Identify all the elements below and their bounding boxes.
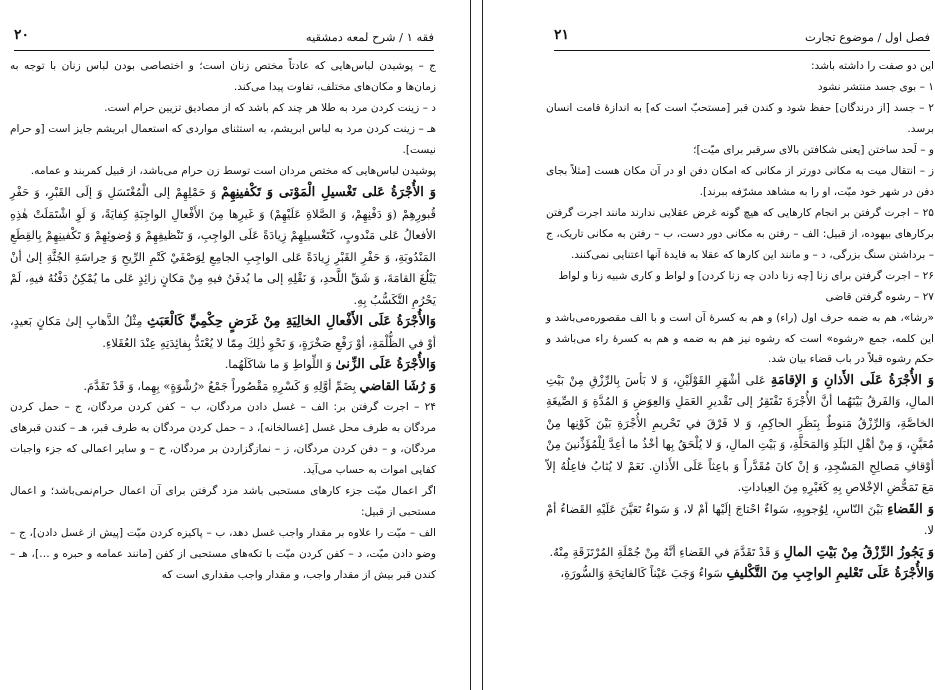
right-body-text bbox=[546, 56, 934, 585]
persian-paragraph: ۲۶ – اجرت گرفتن برای زنا [چه زنا دادن چه زنا کردن] و لواط و کاری شبیه زنا و لواط bbox=[558, 270, 934, 282]
persian-paragraph: ج – پوشیدن لباس‌هایی که عادتاً مختص زنان است؛ و اختصاصی بودن لباس زنان با توجه به زمان‌ها و مکان‌های مختلف، تفاوت پیدا می‌کند. bbox=[10, 60, 436, 93]
persian-paragraph: اگر اعمال میّت جزء کارهای مستحبی باشد مزد گرفتن برای آن اعمال حرام‌نمی‌باشد؛ و اعمال مستحبی از قبیل: bbox=[10, 485, 436, 518]
persian-paragraph: پوشیدن لباس‌هایی که مختص مردان است توسط زن حرام می‌باشد، از قبیل کمربند و عمامه. bbox=[30, 165, 436, 177]
left-running-header bbox=[14, 27, 434, 46]
arabic-lead-phrase: وَالأُجْرَةُ عَلَى الأَفْعالِ الخالِيَةِ مِنْ غَرَضٍ حِكْمِيٍّ كَالْعَبَثِ bbox=[146, 314, 436, 329]
right-page-number: ۲۱ bbox=[554, 27, 570, 43]
arabic-text: عَلى أشْهَرِ القَوْلَيْنِ، وَ لا بَأسَ بِالرِّزْقِ مِنْ بَيْتِ المالِ، وَالفَرقُ بَيْنَهُما أنَّ الأُجْرَةَ تَفْتَقِرُ إلى تَقْديرِ العَمَلِ وَالعِوَضِ وَ المُدَّةِ وَ الصِّيغَةِ الخاصَّةِ، وَالرِّزْقُ مَنوطٌ بِنَظَرِ الحاكِمِ، وَ لا فَرْقَ في تَحْريمِ الأُجْرَةِ بَيْنَ كَوْنِها مِنْ مُعَيَّنٍ، وَ مِنْ أهْلِ البَلَدِ وَالمَحَلَّةِ، وَ بَيْتِ المالِ، وَ لا يُلْحَقُ بِها أخْذُ ما أعِدَّ لِلْمُؤَذِّنينَ مِنْ أوْقافِ مَصالِحِ المَسْجِدِ، وَ إنْ كانَ مُقَدَّراً وَ باعِثاً عَلَى الأَذانِ. نَعَمْ لا يُثابُ فاعِلُهُ إلاّ مَعَ تَمَحُّضِ الإخْلاصِ بِهِ كَغَيْرِهِ مِنَ العِباداتِ. bbox=[546, 372, 934, 494]
arabic-text: بِضَمِّ أوَّلِهِ وَ كَسْرِهِ مَقْصُوراً جَمْعُ «رُشْوَةٍ» بِهِما، وَ قَدْ تَقَدَّمَ. bbox=[83, 378, 356, 393]
arabic-paragraph bbox=[10, 182, 436, 311]
arabic-paragraph bbox=[10, 354, 436, 376]
arabic-lead-phrase: وَالأُجْرَةُ عَلَى الزِّنىٰ bbox=[335, 357, 436, 372]
persian-paragraph: ۲ – جسد [از درندگان] حفظ شود و کندن قبر [مستحبّ است که] به اندازهٔ قامت انسان برسد. bbox=[546, 102, 934, 135]
arabic-text: وَ قَدْ تَقَدَّمَ في القَضاءِ أنَّهُ مِنْ جُمْلَةِ المُرْتَزَقَةِ مِنْهُ. bbox=[549, 544, 780, 559]
arabic-text: وَ اللِّواطِ وَ ما شاكَلَهُما. bbox=[224, 357, 332, 371]
arabic-paragraph bbox=[546, 370, 934, 499]
persian-paragraph: ۲۷ – رشوه گرفتن قاضی bbox=[825, 291, 934, 303]
persian-paragraph: ز – انتقال میت به مکانی دورتر از مکانی که امکان دفن او در آن مکان هست [مثلاً بجای دفن در شهر خود میّت، او را به مشاهد مشرّفه ببرند]. bbox=[546, 165, 934, 198]
persian-paragraph: «رشا»، هم به ضمه حرف اول (راء) و هم به کسرهٔ آن است و با الف مقصوره‌می‌باشد و این کلمه، جمع «رشوه» است که رشوه نیز هم به ضمه و هم به کسرهٔ راء می‌باشد و حکم رشوه قبلاً در باب قضاء بیان شد. bbox=[546, 312, 934, 365]
left-body-text bbox=[10, 56, 436, 586]
arabic-paragraph bbox=[10, 311, 436, 354]
persian-paragraph: ۲۴ – اجرت گرفتن بر: الف – غسل دادن مردگان، ب – کفن کردن مردگان، ج – حمل کردن مردگان به طرف محل غسل [غسالخانه]، د – حمل کردن مردگان به طرف قبر، هـ – کندن قبرهای مردگان، و – دفن کردن مردگان، ز – نمازگزاردن بر مردگان، ح – و سایر اعمالی که جزء واجبات کفایی اموات به حساب می‌آید. bbox=[10, 401, 436, 476]
gutter-line-right bbox=[482, 0, 483, 690]
right-page bbox=[484, 0, 935, 690]
arabic-lead-phrase: وَ يَجُوزُ الرِّزْقُ مِنْ بَيْتِ المالِ bbox=[783, 544, 934, 560]
arabic-text: وَ حَمْلِهِمْ إلى الْمُغْتَسَلِ وَ إلَى القَبْرِ، وَ حَفْرِ قُبورِهِمْ (وَ دَفْنِهِمْ، وَ الصَّلاةِ عَلَيْهِمْ) وَ غَيرِها مِنَ الأَفْعالِ الواجِبَةِ كِفايَةً، وَ لَوِ اشْتَمَلَتْ هٰذِهِ الأفعالُ عَلى مَنْدوبٍ، كَتَغْسيلِهِمْ زِيادَةً عَلَى الواجِبِ، وَ تَنْظيفِهِمْ وَ وُضوئِهِمْ وَ تَكْفينِهِمْ بِالقِطَعِ المَنْدُوبَةِ، وَ حَفْرِ القَبْرِ زِيادَةً عَلى الواجِبِ الجامِعِ لِوَصْفَيْ كَتْمِ الرِّيحِ وَ حِراسَةِ الجُثَّةِ إلىٰ أنْ يَبْلُغَ القامَةَ، وَ شَقِّ اللَّحدِ، وَ نَقْلِهِ إلى ما يُدفَنُ فيهِ مِنْ مَكانٍ زائِدٍ عَلى ما يُمْكِنُ دَفْنُهُ فيهِ، لَمْ يَحْرُمِ التَّكَسُّبُ بِهِ. bbox=[10, 185, 436, 307]
persian-paragraph: د – زینت کردن مرد به طلا هر چند کم باشد که از مصادیق تزیین حرام است. bbox=[104, 102, 436, 114]
arabic-paragraph bbox=[10, 376, 436, 398]
arabic-paragraph bbox=[546, 563, 934, 585]
right-header-rule bbox=[554, 50, 930, 51]
arabic-text: سَواءٌ وَجَبَ عَيْناً كَالفاتِحَةِ وَالسُّورَةِ، bbox=[560, 566, 723, 580]
persian-paragraph: ۱ – بوی جسد منتشر نشود bbox=[817, 81, 934, 93]
left-header-rule bbox=[14, 50, 434, 51]
persian-paragraph: و – لَحد ساختن [یعنی شکافتن بالای سرقبر برای میّت]؛ bbox=[693, 144, 934, 156]
left-page-number: ۲۰ bbox=[14, 27, 30, 43]
right-header-title: فصل اول / موضوع تجارت bbox=[805, 30, 930, 44]
arabic-lead-phrase: وَ القَضاءِ bbox=[887, 501, 934, 517]
persian-paragraph: این دو صفت را داشته باشد: bbox=[810, 60, 934, 72]
persian-paragraph: ۲۵ – اجرت گرفتن بر انجام کارهایی که هیچ گونه غرض عقلایی ندارند مانند اجرت گرفتن برکارهای بیهوده، از قبیل: الف – رفتن به مکانی دور دست، ب – رفتن به مکانی تاریک، ج – برداشتن سنگ بزرگی، د – و مانند این کارها که عقلا به فایدهٔ آنها اعتنایی نمی‌کنند. bbox=[546, 207, 934, 261]
arabic-lead-phrase: وَالأُجْرَةُ عَلَى تَعْليمِ الواجِبِ مِنَ التَّكْليفِ bbox=[726, 566, 934, 581]
arabic-paragraph bbox=[546, 499, 934, 542]
arabic-lead-phrase: وَ الأُجْرَةُ عَلى تَغْسيلِ الْمَوْتى وَ تَكْفينِهِمْ bbox=[221, 185, 437, 200]
arabic-text: مِثْلُ الذَّهابِ إلىٰ مَكانٍ بَعيدٍ، أوْ في الظُّلْمَةِ، أوْ رَفْعِ صَخْرَةٍ، وَ نَحْوِ ذٰلِكَ مِمّا لا يُعْتَدُّ بِفائِدَتِهِ عِنْدَ العُقَلاءِ. bbox=[10, 314, 436, 350]
arabic-lead-phrase: وَ رُشَا القاضي bbox=[359, 378, 436, 394]
arabic-paragraph bbox=[546, 542, 934, 564]
persian-paragraph: الف – میّت را علاوه بر مقدار واجب غسل دهد، ب – پاکیزه کردن میّت [پیش از غسل دادن]، ج – وضو دادن میّت، د – کفن کردن میّت با تکه‌های مستحبی از کفن [مانند عمامه و حبره و …]، هـ – کندن قبر بیش از مقدار واجب، و مقدار واجب مقداری است که bbox=[10, 527, 436, 581]
left-header-title: فقه ۱ / شرح لمعه دمشقیه bbox=[305, 30, 434, 44]
gutter-line-left bbox=[470, 0, 471, 690]
right-running-header bbox=[554, 27, 930, 46]
arabic-lead-phrase: وَ الأُجْرَةُ عَلَى الأَذانِ وَ الإقامَةِ bbox=[770, 372, 934, 388]
book-gutter bbox=[470, 0, 484, 690]
arabic-text: بَيْنَ النّاسِ، لِوُجوبِهِ، سَواءٌ احْتاجَ إلَيْها أمْ لا، وَ سَواءٌ تَعَيَّنَ عَلَيْهِ القَضاءُ أمْ لا. bbox=[546, 501, 934, 537]
persian-paragraph: هـ – زینت کردن مرد به لباس ابریشم، به استثنای مواردی که استعمال ابریشم جایز است [و حرام نیست]. bbox=[10, 123, 436, 156]
